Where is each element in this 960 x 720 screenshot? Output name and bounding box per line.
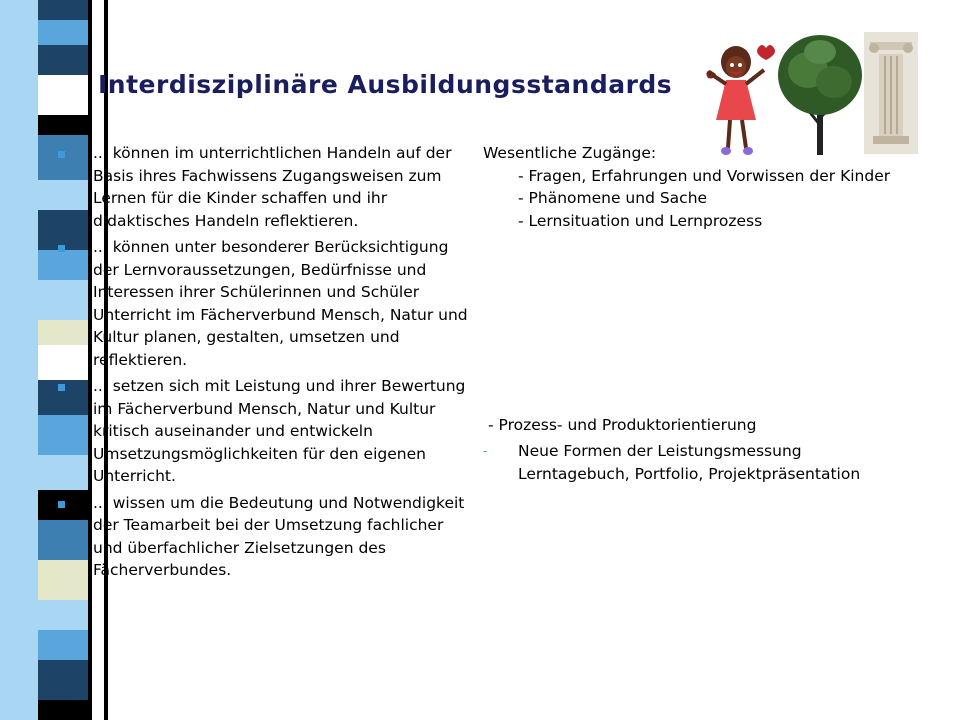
dash-item-text: Neue Formen der Leistungsmessung Lerntagebuch, Portfolio, Projektpräsentation (518, 442, 861, 483)
bullet-text: ... setzen sich mit Leistung und ihrer Bewertung im Fächerverbund Mensch, Natur und Kultur kritisch auseinander und entwickeln Umsetzungsmöglichkeiten für den eigenen Unterricht. (93, 377, 466, 485)
list-item (58, 492, 468, 582)
dash-list-item (483, 440, 903, 485)
bullet-square-icon (58, 151, 65, 158)
dash-bullet-icon: - (483, 444, 488, 458)
column-clipart (864, 32, 918, 154)
right-heading: Wesentliche Zugänge: (483, 144, 657, 162)
right-text-block (483, 142, 923, 232)
slide-title: Interdisziplinäre Ausbildungsstandards (98, 70, 673, 99)
list-item (58, 142, 468, 232)
list-item (58, 236, 468, 371)
bullet-square-icon (58, 501, 65, 508)
bullet-text: ... wissen um die Bedeutung und Notwendigkeit der Teamarbeit bei der Umsetzung fachlicher und überfachlicher Zielsetzungen des Fächerverbundes. (93, 493, 465, 579)
bullet-text: ... können im unterrichtlichen Handeln auf der Basis ihres Fachwissens Zugangsweisen zum Lernen für die Kinder schaffen und ihr didaktisches Handeln reflektieren. (93, 144, 452, 230)
right-line: - Fragen, Erfahrungen und Vorwissen der Kinder (518, 166, 891, 185)
bullet-square-icon (58, 384, 65, 391)
bullet-text: ... können unter besonderer Berücksichtigung der Lernvoraussetzungen, Bedürfnisse und Interessen ihrer Schülerinnen und Schüler Unterricht im Fächerverbund Mensch, Natur und Kultur planen, gestalten, umsetzen und reflektieren. (93, 238, 468, 369)
right-line: - Phänomene und Sache (518, 189, 708, 207)
list-item (58, 375, 468, 488)
bullet-square-icon (58, 245, 65, 252)
left-bullet-list (58, 142, 468, 586)
right-line: - Lernsituation und Lernprozess (518, 211, 763, 230)
tree-clipart (774, 30, 866, 155)
process-line: - Prozess- und Produktorientierung (488, 416, 757, 434)
